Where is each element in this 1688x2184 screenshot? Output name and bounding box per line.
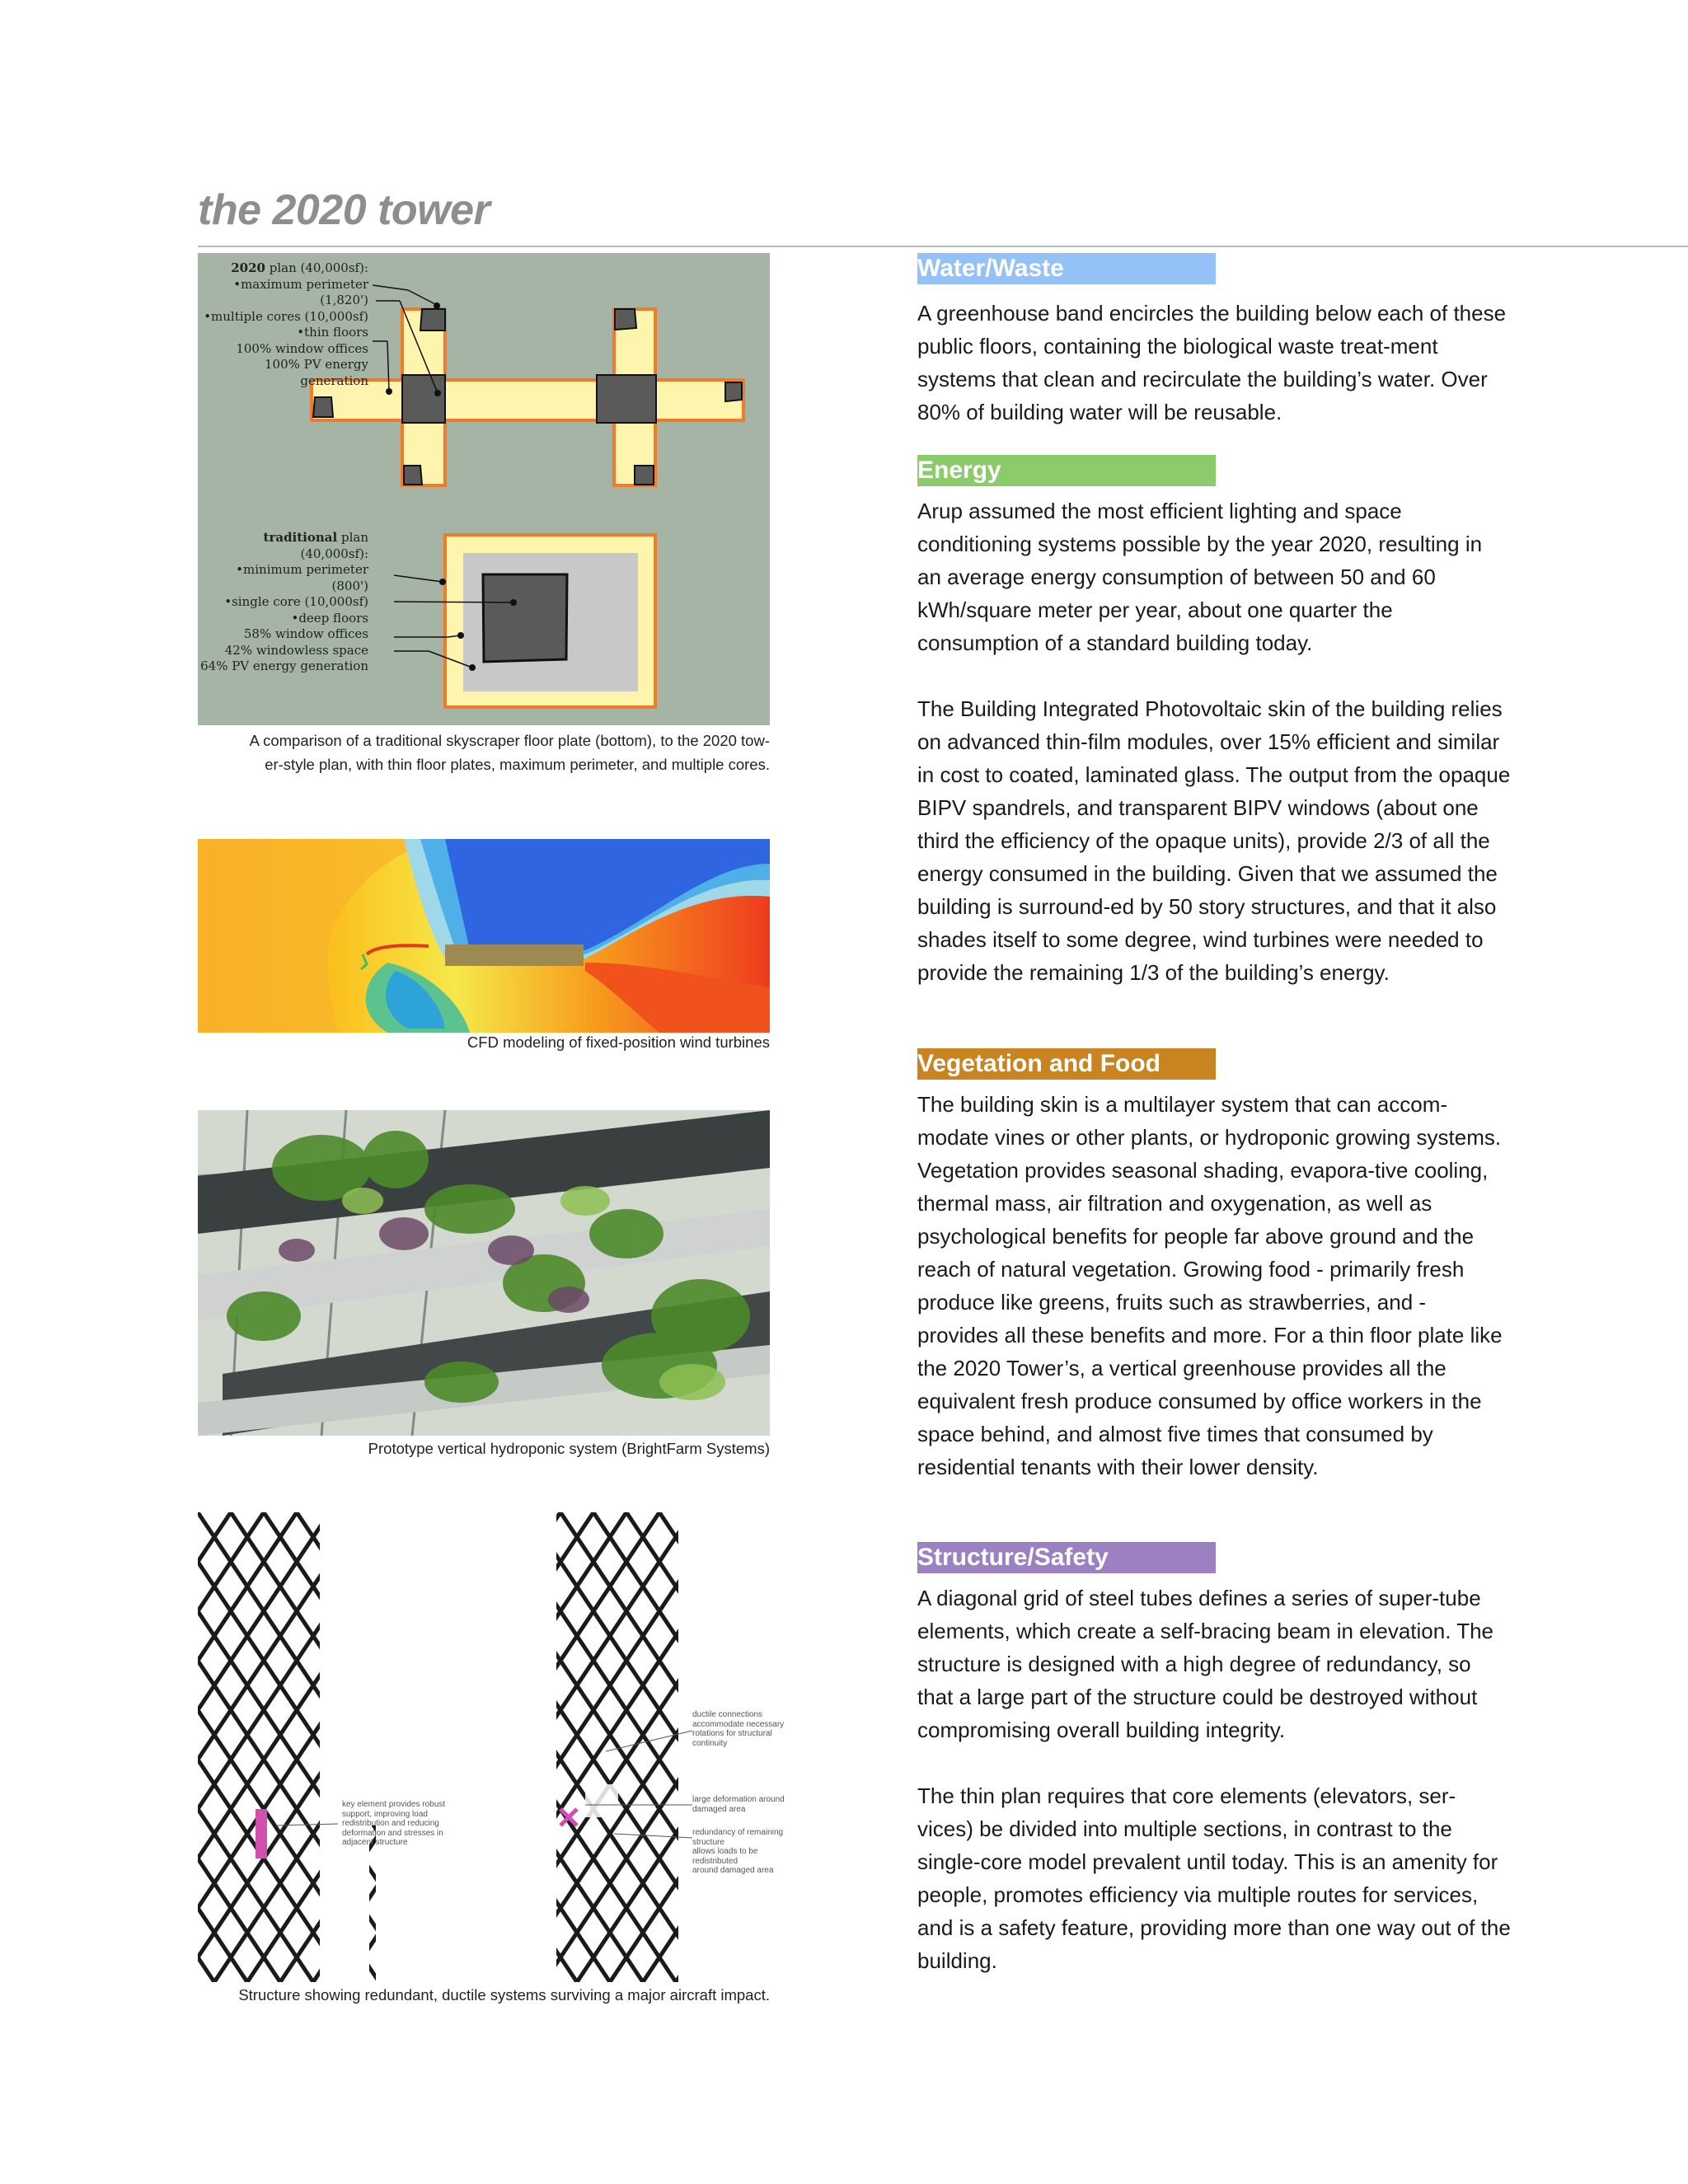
label-redundancy: redundancy of remaining structure allows loads to be redistributed around damaged area (692, 1828, 784, 1875)
hydroponic-photo (198, 1110, 770, 1436)
hydroponic-caption: Prototype vertical hydroponic system (BrightFarm Systems) (368, 1440, 770, 1457)
core-block (615, 309, 636, 330)
structure-caption: Structure showing redundant, ductile systems surviving a major aircraft impact. (238, 1986, 770, 2004)
body-energy: Arup assumed the most efficient lighting and space conditioning systems possible by the year 2020, resulting in an average energy consumption of between 50 and 60 kWh/square meter per year, about one quarter the consumption of a standard building today. The Building Integrated Photovoltaic skin of the building relies on advanced thin-film modules, over 15% efficient and similar in cost to coated, laminated glass. The output from the opaque BIPV spandrels, and transparent BIPV windows (about one third the efficiency of the opaque units), provide 2/3 of all the energy consumed in the building. Given that we assumed the building is surround-ed by 50 story structures, and that it also shades itself to some degree, wind turbines were needed to provide the remaining 1/3 of the building’s energy. (917, 499, 1511, 985)
floorplan-figure (198, 253, 770, 725)
heading-vegetation-food: Vegetation and Food (917, 1048, 1216, 1080)
heading-water-waste: Water/Waste (917, 253, 1216, 284)
cfd-caption: CFD modeling of fixed-position wind turbines (467, 1033, 770, 1051)
hydroponic-figure (198, 1110, 770, 1436)
core-block (402, 375, 445, 423)
page-title: the 2020 tower (198, 186, 490, 234)
core-block (420, 309, 445, 330)
label-deformation: large deformation around damaged area (692, 1795, 785, 1814)
core-block (597, 375, 656, 423)
title-rule (198, 246, 1688, 247)
plan-traditional-labels: traditional plan (40,000sf): •minimum perimeter (800') •single core (10,000sf) •deep floors 58% window offices 42% windowless space 64% PV energy generation (200, 530, 368, 673)
core-block (725, 382, 742, 401)
core-block (635, 466, 654, 485)
plan-traditional-core (483, 574, 567, 662)
cfd-figure (198, 839, 770, 1033)
body-structure-safety: A diagonal grid of steel tubes defines a series of super-tube elements, which create a self-bracing beam in elevation. The structure is designed with a high degree of redundancy, so that a large part of the structure could be destroyed without compromising overall building integrity. The thin plan requires that core elements (elevators, ser-vices) be divided into multiple sections, in contrast to the single-core model prevalent until today. This is an amenity for people, promotes efficiency via multiple routes for services, and is a safety feature, providing more than one way out of the building. (917, 1586, 1511, 1973)
body-vegetation-food: The building skin is a multilayer system that can accom-modate vines or other plants, or hydroponic growing systems. Vegetation provides seasonal shading, evapora-tive cooling, thermal mass, air filtration and oxygenation, as well as psychological benefits for people far above ground and the reach of natural vegetation. Growing food - primarily fresh produce like greens, fruits such as strawberries, and - provides all these benefits and more. For a thin floor plate like the 2020 Tower’s, a vertical greenhouse provides all the equivalent fresh produce consumed by office workers in the space behind, and almost five times that consumed by residential tenants with their lower density. (917, 1092, 1503, 1479)
plan-2020-labels: 2020 plan (40,000sf): •maximum perimeter (1,820') •multiple cores (10,000sf) •thin floors 100% window offices 100% PV energy generation (204, 260, 368, 388)
plan-2020-shape (312, 309, 743, 485)
core-block (313, 397, 333, 417)
cfd-image (198, 839, 770, 1033)
body-water-waste: A greenhouse band encircles the building below each of these public floors, containing the biological waste treat-ment systems that clean and recirculate the building’s water. Over 80% of building water will be reusable. (917, 301, 1507, 424)
heading-energy: Energy (917, 455, 1216, 486)
structure-figure (198, 1512, 791, 1982)
label-ductile: ductile connections accommodate necessary rotations for structural continuity (692, 1710, 785, 1748)
floorplan-caption: A comparison of a traditional skyscraper floor plate (bottom), to the 2020 tow- er-style plan, with thin floor plates, maximum perimeter, and multiple cores. (249, 732, 770, 773)
heading-structure-safety: Structure/Safety (917, 1542, 1216, 1573)
label-key-element: key element provides robust support, improving load redistribution and reducing deformation and stresses in adjacent structure (342, 1800, 446, 1847)
core-block (404, 466, 422, 485)
turbine-bar (445, 944, 584, 966)
